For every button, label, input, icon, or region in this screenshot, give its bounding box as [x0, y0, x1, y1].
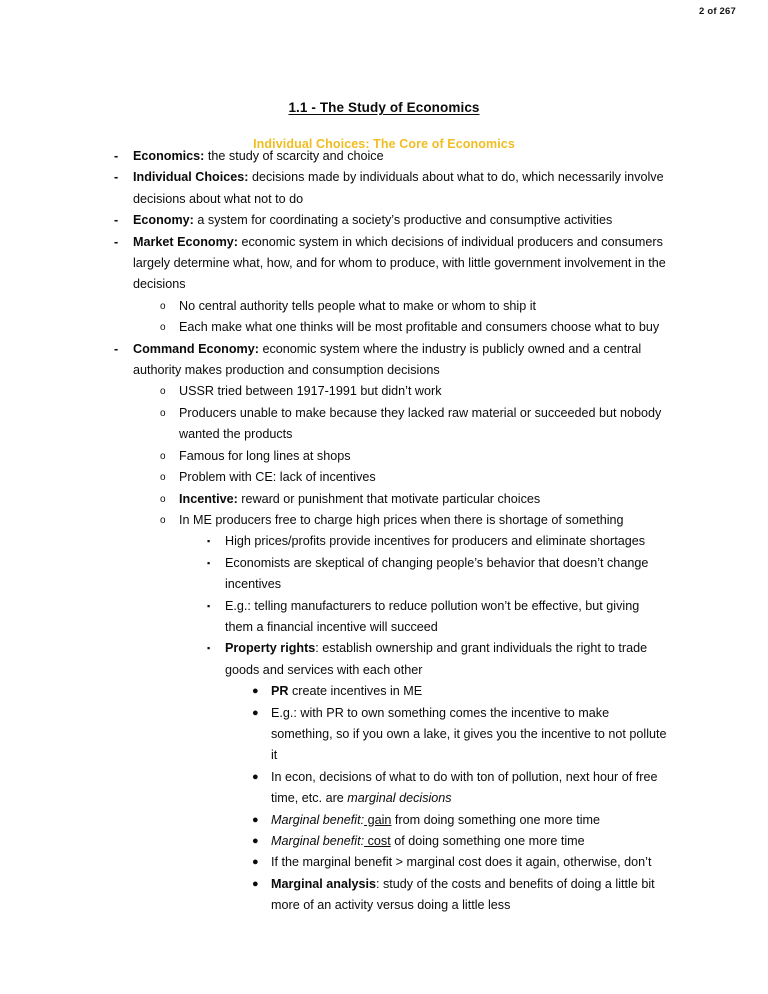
outline-item-level-3	[0, 553, 768, 596]
outline-item-text: No central authority tells people what to make or whom to ship it	[179, 298, 536, 313]
outline-item-level-2	[0, 317, 768, 338]
outline-item-level-4	[0, 831, 768, 852]
outline-item-level-2	[0, 489, 768, 510]
bullet-marker-level-4: ●	[252, 770, 259, 783]
outline-item-level-1	[0, 210, 768, 231]
outline-item-level-4	[0, 852, 768, 873]
outline-item-text: In ME producers free to charge high prices when there is shortage of something	[179, 512, 624, 527]
bold-term: PR	[271, 684, 289, 699]
outline-item-text: In econ, decisions of what to do with ton of pollution, next hour of free time, etc. are marginal decisions	[271, 769, 658, 806]
bullet-marker-level-1: -	[114, 213, 119, 228]
outline-item-text: Market Economy: economic system in which decisions of individual producers and consumers largely determine what, how, and for whom to produce, with little government involvement in the decisions	[133, 234, 666, 292]
outline-item-level-4	[0, 767, 768, 810]
outline-item-text: If the marginal benefit > marginal cost does it again, otherwise, don’t	[271, 855, 652, 870]
outline-item-level-1	[0, 167, 768, 210]
outline-item-text: Problem with CE: lack of incentives	[179, 470, 376, 485]
bold-term: Economy:	[133, 213, 194, 228]
outline-item-level-2	[0, 381, 768, 402]
outline-item-level-2	[0, 296, 768, 317]
bold-term: Property rights	[225, 641, 316, 656]
bullet-marker-level-1: -	[114, 234, 119, 249]
outline-item-level-4	[0, 703, 768, 767]
bullet-marker-level-4: ●	[252, 877, 259, 890]
outline-item-level-3	[0, 638, 768, 681]
bold-term: Command Economy:	[133, 341, 259, 356]
outline-item-text: Property rights: establish ownership and grant individuals the right to trade goods and services with each other	[225, 641, 648, 677]
outline-item-text: Individual Choices: decisions made by individuals about what to do, which necessarily involve decisions about what not to do	[133, 170, 664, 206]
bullet-marker-level-3: ▪	[207, 600, 211, 611]
underlined-word: gain	[364, 812, 392, 827]
bold-term: Marginal analysis	[271, 876, 376, 891]
page-number-header: 2 of 267	[699, 6, 736, 17]
bullet-marker-level-4: ●	[252, 813, 259, 826]
outline-item-level-4	[0, 681, 768, 702]
outline-item-text: Famous for long lines at shops	[179, 448, 351, 463]
italic-phrase: marginal decisions	[347, 791, 452, 806]
outline-item-text: Economists are skeptical of changing people’s behavior that doesn’t change incentives	[225, 555, 649, 592]
outline-item-level-4	[0, 874, 768, 917]
bullet-marker-level-4: ●	[252, 706, 259, 719]
bullet-marker-level-4: ●	[252, 835, 259, 847]
outline-item-text: USSR tried between 1917-1991 but didn’t work	[179, 384, 442, 399]
underlined-word: cost	[364, 834, 391, 848]
outline-item-text: Marginal analysis: study of the costs and benefits of doing a little bit more of an activity versus doing a little less	[271, 876, 655, 913]
outline-item-text: E.g.: with PR to own something comes the incentive to make something, so if you own a lake, it gives you the incentive to not pollute it	[271, 705, 667, 763]
page-title-text: 1.1 - The Study of Economics	[288, 100, 480, 116]
bullet-marker-level-3: ▪	[207, 643, 211, 654]
outline-item-text: Economics: the study of scarcity and choice	[133, 149, 384, 163]
outline-item-level-4	[0, 810, 768, 831]
bullet-marker-level-3: ▪	[207, 536, 211, 547]
bullet-marker-level-4: ●	[252, 685, 259, 698]
bullet-marker-level-2: o	[160, 300, 166, 312]
outline-item-text: E.g.: telling manufacturers to reduce pollution won’t be effective, but giving them a financial incentive will succeed	[225, 598, 640, 634]
outline-item-text: Incentive: reward or punishment that motivate particular choices	[179, 491, 541, 506]
outline-item-text: PR create incentives in ME	[271, 684, 423, 699]
bold-term: Individual Choices:	[133, 170, 249, 185]
bullet-marker-level-1: -	[114, 149, 119, 163]
bullet-marker-level-3: ▪	[207, 557, 211, 568]
italic-term: Marginal benefit:	[271, 812, 365, 827]
outline-item-text: Economy: a system for coordinating a society’s productive and consumptive activities	[133, 213, 613, 228]
bullet-marker-level-2: o	[160, 493, 166, 505]
outline-item-text: Marginal benefit: gain from doing something one more time	[271, 812, 601, 827]
outline-item-level-2	[0, 467, 768, 488]
outline-item-level-2	[0, 446, 768, 467]
outline-item-text: High prices/profits provide incentives for producers and eliminate shortages	[225, 534, 646, 549]
outline-item-level-3	[0, 531, 768, 552]
page-title	[0, 100, 768, 115]
bold-term: Incentive:	[179, 491, 238, 506]
bold-term: Economics:	[133, 149, 205, 163]
bullet-marker-level-2: o	[160, 322, 166, 334]
outline-item-level-1	[0, 232, 768, 296]
outline-item-text: Each make what one thinks will be most profitable and consumers choose what to buy	[179, 320, 660, 335]
outline-item-level-3	[0, 596, 768, 639]
outline-item-text: Marginal benefit: cost of doing something one more time	[271, 834, 585, 848]
outline-item-level-2	[0, 403, 768, 446]
bullet-marker-level-2: o	[160, 472, 166, 484]
outline-item-text: Command Economy: economic system where the industry is publicly owned and a central authority makes production and consumption decisions	[133, 341, 642, 378]
italic-term: Marginal benefit:	[271, 834, 365, 848]
section-heading: Individual Choices: The Core of Economics	[253, 137, 515, 152]
outline-item-level-2	[0, 510, 768, 531]
outline-list	[0, 146, 768, 917]
bold-term: Market Economy:	[133, 234, 238, 249]
bullet-marker-level-2: o	[160, 450, 166, 462]
bullet-marker-level-1: -	[114, 341, 119, 356]
bullet-marker-level-4: ●	[252, 856, 259, 869]
bullet-marker-level-2: o	[160, 386, 166, 398]
bullet-marker-level-2: o	[160, 514, 166, 526]
outline-item-text: Producers unable to make because they lacked raw material or succeeded but nobody wanted the products	[179, 405, 662, 442]
bullet-marker-level-1: -	[114, 170, 119, 185]
outline-item-level-1	[0, 339, 768, 382]
bullet-marker-level-2: o	[160, 407, 166, 419]
outline-item-level-1	[0, 146, 768, 167]
